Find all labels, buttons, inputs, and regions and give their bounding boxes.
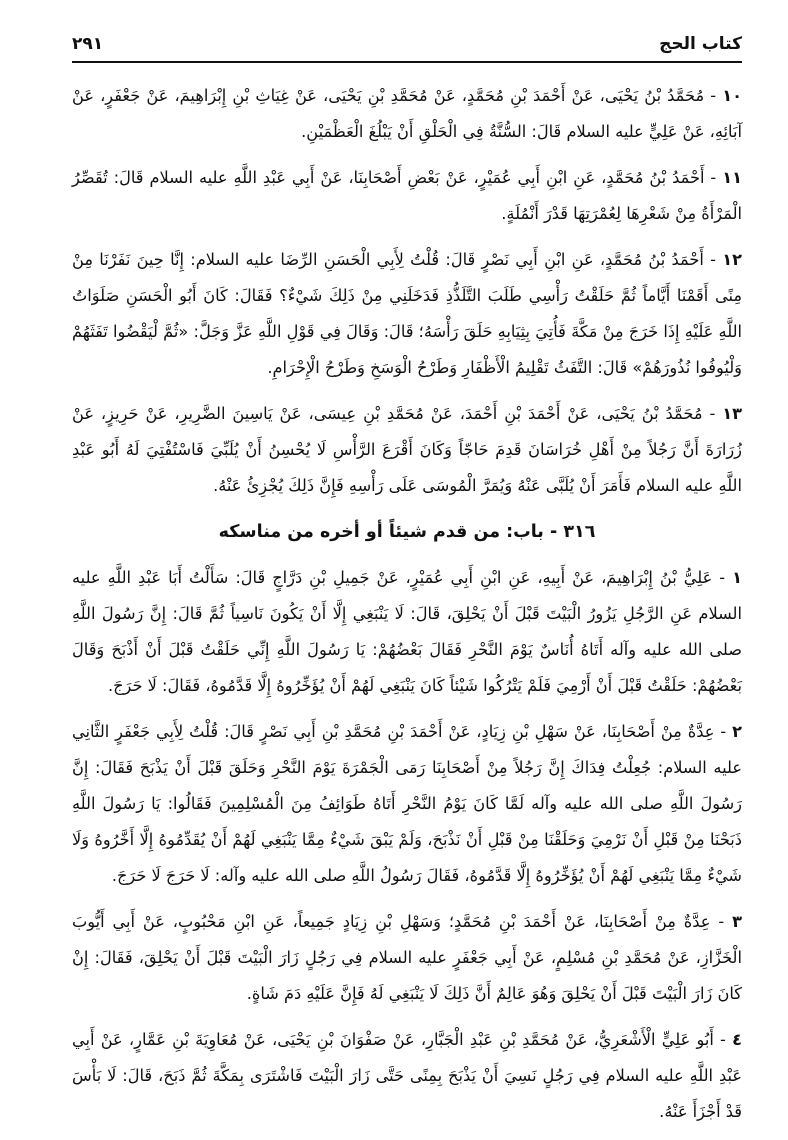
hadith-number: ١ [732,568,742,587]
hadith-text: أَبُو عَلِيٍّ الْأَشْعَرِيُّ، عَنْ مُحَمَّدِ بْنِ عَبْدِ الْجَبَّارِ، عَنْ صَفْوَانَ بْنِ يَحْيَى، عَنْ مُعَاوِيَةَ بْنِ عَمَّارٍ، عَنْ أَبِي عَبْدِ اللَّهِ عليه السلام فِي رَجُلٍ نَسِيَ أَنْ يَذْبَحَ بِمِنًى حَتَّى زَارَ الْبَيْتَ فَاشْتَرَى بِمَكَّةَ ثُمَّ ذَبَحَ، قَالَ: لَا بَأْسَ قَدْ أَجْزَأَ عَنْهُ. [72,1030,742,1121]
hadith-paragraph: ١٠ - مُحَمَّدُ بْنُ يَحْيَى، عَنْ أَحْمَدَ بْنِ مُحَمَّدٍ، عَنْ مُحَمَّدِ بْنِ يَحْيَى، عَنْ غِيَاثِ بْنِ إِبْرَاهِيمَ، عَنْ جَعْفَرٍ، عَنْ آبَائِهِ، عَنْ عَلِيٍّ عليه السلام قَالَ: السُّنَّةُ فِي الْحَلْقِ أَنْ يَبْلُغَ الْعَظْمَيْنِ. [72,86,742,141]
hadith-number: ٤ [732,1030,742,1049]
hadith-number: ١٠ [722,86,742,105]
hadith-text: عِدَّةٌ مِنْ أَصْحَابِنَا، عَنْ أَحْمَدَ بْنِ مُحَمَّدٍ؛ وَسَهْلِ بْنِ زِيَادٍ جَمِيعاً، عَنِ ابْنِ مَحْبُوبٍ، عَنْ أَبِي أَيُّوبَ الْخَزَّازِ، عَنْ مُحَمَّدِ بْنِ مُسْلِمٍ، عَنْ أَبِي جَعْفَرٍ عليه السلام فِي رَجُلٍ زَارَ الْبَيْتَ قَبْلَ أَنْ يَحْلِقَ، فَقَالَ: إِنْ كَانَ زَارَ الْبَيْتَ قَبْلَ أَنْ يَحْلِقَ وَهُوَ عَالِمٌ أَنَّ ذَلِكَ لَا يَنْبَغِي لَهُ فَإِنَّ عَلَيْهِ دَمَ شَاةٍ. [72,912,742,1003]
hadith-number: ١١ [722,168,742,187]
chapter-heading: ٣١٦ - باب: من قدم شيئاً أو أخره من مناسكه [218,522,596,542]
hadith-text: عَلِيُّ بْنُ إِبْرَاهِيمَ، عَنْ أَبِيهِ، عَنِ ابْنِ أَبِي عُمَيْرٍ، عَنْ جَمِيلِ بْنِ دَرَّاجٍ قَالَ: سَأَلْتُ أَبَا عَبْدِ اللَّهِ عليه السلام عَنِ الرَّجُلِ يَزُورُ الْبَيْتَ قَبْلَ أَنْ يَحْلِقَ، قَالَ: لَا يَنْبَغِي إِلَّا أَنْ يَكُونَ نَاسِياً ثُمَّ قَالَ: إِنَّ رَسُولَ اللَّهِ صلى الله عليه وآله أَتَاهُ أُنَاسٌ يَوْمَ النَّحْرِ فَقَالَ بَعْضُهُمْ: يَا رَسُولَ اللَّهِ إِنِّي حَلَقْتُ قَبْلَ أَنْ أَذْبَحَ وَقَالَ بَعْضُهُمْ: حَلَقْتُ قَبْلَ أَنْ أَرْمِيَ فَلَمْ يَتْرُكُوا شَيْئاً كَانَ يَنْبَغِي لَهُمْ أَنْ يُؤَخِّرُوهُ إِلَّا قَدَّمُوهُ، فَقَالَ: لَا حَرَجَ. [72,568,742,695]
hadith-number: ١٣ [722,404,742,423]
hadith-paragraph: ١ - عَلِيُّ بْنُ إِبْرَاهِيمَ، عَنْ أَبِيهِ، عَنِ ابْنِ أَبِي عُمَيْرٍ، عَنْ جَمِيلِ بْنِ دَرَّاجٍ قَالَ: سَأَلْتُ أَبَا عَبْدِ اللَّهِ عليه السلام عَنِ الرَّجُلِ يَزُورُ الْبَيْتَ قَبْلَ أَنْ يَحْلِقَ، قَالَ: لَا يَنْبَغِي إِلَّا أَنْ يَكُونَ نَاسِياً ثُمَّ قَالَ: إِنَّ رَسُولَ اللَّهِ صلى الله عليه وآله أَتَاهُ أُنَاسٌ يَوْمَ النَّحْرِ فَقَالَ بَعْضُهُمْ: يَا رَسُولَ اللَّهِ إِنِّي حَلَقْتُ قَبْلَ أَنْ أَذْبَحَ وَقَالَ بَعْضُهُمْ: حَلَقْتُ قَبْلَ أَنْ أَرْمِيَ فَلَمْ يَتْرُكُوا شَيْئاً كَانَ يَنْبَغِي لَهُمْ أَنْ يُؤَخِّرُوهُ إِلَّا قَدَّمُوهُ، فَقَالَ: لَا حَرَجَ. [72,568,742,695]
hadith-text: أَحْمَدُ بْنُ مُحَمَّدٍ، عَنِ ابْنِ أَبِي نَصْرٍ قَالَ: قُلْتُ لِأَبِي الْحَسَنِ الرِّضَا عليه السلام: إِنَّا حِينَ نَفَرْنَا مِنْ مِنًى أَقَمْنَا أَيَّاماً ثُمَّ حَلَقْتُ رَأْسِي طَلَبَ التَّلَذُّذِ فَدَخَلَنِي مِنْ ذَلِكَ شَيْءٌ؟ فَقَالَ: كَانَ أَبُو الْحَسَنِ صَلَوَاتُ اللَّهِ عَلَيْهِ إِذَا خَرَجَ مِنْ مَكَّةَ فَأُتِيَ بِثِيَابِهِ حَلَقَ رَأْسَهُ؛ قَالَ: وَقَالَ فِي قَوْلِ اللَّهِ عَزَّ وَجَلَّ: «ثُمَّ لْيَقْضُوا تَفَثَهُمْ وَلْيُوفُوا نُذُورَهُمْ» قَالَ: التَّفَثُ تَقْلِيمُ الْأَظْفَارِ وَطَرْحُ الْوَسَخِ وَطَرْحُ الْإِحْرَامِ. [72,250,742,377]
hadith-paragraph: ١٣ - مُحَمَّدُ بْنُ يَحْيَى، عَنْ أَحْمَدَ بْنِ أَحْمَدَ، عَنْ مُحَمَّدِ بْنِ عِيسَى، عَنْ يَاسِينَ الضَّرِيرِ، عَنْ حَرِيزٍ، عَنْ زُرَارَةَ أَنَّ رَجُلاً مِنْ أَهْلِ خُرَاسَانَ قَدِمَ حَاجّاً وَكَانَ أَقْرَعَ الرَّأْسِ لَا يُحْسِنُ أَنْ يُلَبِّيَ فَاسْتُفْتِيَ لَهُ أَبُو عَبْدِ اللَّهِ عليه السلام فَأَمَرَ أَنْ يُلَبَّى عَنْهُ وَيُمَرَّ الْمُوسَى عَلَى رَأْسِهِ فَإِنَّ ذَلِكَ يُجْزِئُ عَنْهُ. [72,404,742,495]
hadith-paragraph: ٤ - أَبُو عَلِيٍّ الْأَشْعَرِيُّ، عَنْ مُحَمَّدِ بْنِ عَبْدِ الْجَبَّارِ، عَنْ صَفْوَانَ بْنِ يَحْيَى، عَنْ مُعَاوِيَةَ بْنِ عَمَّارٍ، عَنْ أَبِي عَبْدِ اللَّهِ عليه السلام فِي رَجُلٍ نَسِيَ أَنْ يَذْبَحَ بِمِنًى حَتَّى زَارَ الْبَيْتَ فَاشْتَرَى بِمَكَّةَ ثُمَّ ذَبَحَ، قَالَ: لَا بَأْسَ قَدْ أَجْزَأَ عَنْهُ. [72,1030,742,1121]
hadith-text: مُحَمَّدُ بْنُ يَحْيَى، عَنْ أَحْمَدَ بْنِ أَحْمَدَ، عَنْ مُحَمَّدِ بْنِ عِيسَى، عَنْ يَاسِينَ الضَّرِيرِ، عَنْ حَرِيزٍ، عَنْ زُرَارَةَ أَنَّ رَجُلاً مِنْ أَهْلِ خُرَاسَانَ قَدِمَ حَاجّاً وَكَانَ أَقْرَعَ الرَّأْسِ لَا يُحْسِنُ أَنْ يُلَبِّيَ فَاسْتُفْتِيَ لَهُ أَبُو عَبْدِ اللَّهِ عليه السلام فَأَمَرَ أَنْ يُلَبَّى عَنْهُ وَيُمَرَّ الْمُوسَى عَلَى رَأْسِهِ فَإِنَّ ذَلِكَ يُجْزِئُ عَنْهُ. [72,404,742,495]
hadith-paragraph: ١٢ - أَحْمَدُ بْنُ مُحَمَّدٍ، عَنِ ابْنِ أَبِي نَصْرٍ قَالَ: قُلْتُ لِأَبِي الْحَسَنِ الرِّضَا عليه السلام: إِنَّا حِينَ نَفَرْنَا مِنْ مِنًى أَقَمْنَا أَيَّاماً ثُمَّ حَلَقْتُ رَأْسِي طَلَبَ التَّلَذُّذِ فَدَخَلَنِي مِنْ ذَلِكَ شَيْءٌ؟ فَقَالَ: كَانَ أَبُو الْحَسَنِ صَلَوَاتُ اللَّهِ عَلَيْهِ إِذَا خَرَجَ مِنْ مَكَّةَ فَأُتِيَ بِثِيَابِهِ حَلَقَ رَأْسَهُ؛ قَالَ: وَقَالَ فِي قَوْلِ اللَّهِ عَزَّ وَجَلَّ: «ثُمَّ لْيَقْضُوا تَفَثَهُمْ وَلْيُوفُوا نُذُورَهُمْ» قَالَ: التَّفَثُ تَقْلِيمُ الْأَظْفَارِ وَطَرْحُ الْوَسَخِ وَطَرْحُ الْإِحْرَامِ. [72,250,742,377]
paragraph-group-bottom [72,560,742,1130]
paragraph-group-top [72,78,742,504]
hadith-number: ٢ [732,722,742,741]
hadith-paragraph: ١١ - أَحْمَدُ بْنُ مُحَمَّدٍ، عَنِ ابْنِ أَبِي عُمَيْرٍ، عَنْ بَعْضِ أَصْحَابِنَا، عَنْ أَبِي عَبْدِ اللَّهِ عليه السلام قَالَ: تُقَصِّرُ الْمَرْأَةُ مِنْ شَعْرِهَا لِعُمْرَتِهَا قَدْرَ أَنْمُلَةٍ. [72,168,742,223]
hadith-paragraph: ٢ - عِدَّةٌ مِنْ أَصْحَابِنَا، عَنْ سَهْلِ بْنِ زِيَادٍ، عَنْ أَحْمَدَ بْنِ مُحَمَّدِ بْنِ أَبِي نَصْرٍ قَالَ: قُلْتُ لِأَبِي جَعْفَرٍ الثَّانِي عليه السلام: جُعِلْتُ فِدَاكَ إِنَّ رَجُلاً مِنْ أَصْحَابِنَا رَمَى الْجَمْرَةَ يَوْمَ النَّحْرِ وَحَلَقَ قَبْلَ أَنْ يَذْبَحَ فَقَالَ: إِنَّ رَسُولَ اللَّهِ صلى الله عليه وآله لَمَّا كَانَ يَوْمُ النَّحْرِ أَتَاهُ طَوَائِفُ مِنَ الْمُسْلِمِينَ فَقَالُوا: يَا رَسُولَ اللَّهِ ذَبَحْنَا مِنْ قَبْلِ أَنْ نَرْمِيَ وَحَلَقْنَا مِنْ قَبْلِ أَنْ نَذْبَحَ، وَلَمْ يَبْقَ شَيْءٌ مِمَّا يَنْبَغِي لَهُمْ أَنْ يُقَدِّمُوهُ إِلَّا أَخَّرُوهُ وَلَا شَيْءٌ مِمَّا يَنْبَغِي لَهُمْ أَنْ يُؤَخِّرُوهُ إِلَّا قَدَّمُوهُ، فَقَالَ رَسُولُ اللَّهِ صلى الله عليه وآله: لَا حَرَجَ لَا حَرَجَ. [72,722,742,885]
header-rule [72,61,742,63]
hadith-text: مُحَمَّدُ بْنُ يَحْيَى، عَنْ أَحْمَدَ بْنِ مُحَمَّدٍ، عَنْ مُحَمَّدِ بْنِ يَحْيَى، عَنْ غِيَاثِ بْنِ إِبْرَاهِيمَ، عَنْ جَعْفَرٍ، عَنْ آبَائِهِ، عَنْ عَلِيٍّ عليه السلام قَالَ: السُّنَّةُ فِي الْحَلْقِ أَنْ يَبْلُغَ الْعَظْمَيْنِ. [72,86,742,141]
running-header [72,34,742,60]
hadith-text: أَحْمَدُ بْنُ مُحَمَّدٍ، عَنِ ابْنِ أَبِي عُمَيْرٍ، عَنْ بَعْضِ أَصْحَابِنَا، عَنْ أَبِي عَبْدِ اللَّهِ عليه السلام قَالَ: تُقَصِّرُ الْمَرْأَةُ مِنْ شَعْرِهَا لِعُمْرَتِهَا قَدْرَ أَنْمُلَةٍ. [72,168,742,223]
book-title: كتاب الحج [659,34,742,54]
page-body [72,78,742,1140]
hadith-text: عِدَّةٌ مِنْ أَصْحَابِنَا، عَنْ سَهْلِ بْنِ زِيَادٍ، عَنْ أَحْمَدَ بْنِ مُحَمَّدِ بْنِ أَبِي نَصْرٍ قَالَ: قُلْتُ لِأَبِي جَعْفَرٍ الثَّانِي عليه السلام: جُعِلْتُ فِدَاكَ إِنَّ رَجُلاً مِنْ أَصْحَابِنَا رَمَى الْجَمْرَةَ يَوْمَ النَّحْرِ وَحَلَقَ قَبْلَ أَنْ يَذْبَحَ فَقَالَ: إِنَّ رَسُولَ اللَّهِ صلى الله عليه وآله لَمَّا كَانَ يَوْمُ النَّحْرِ أَتَاهُ طَوَائِفُ مِنَ الْمُسْلِمِينَ فَقَالُوا: يَا رَسُولَ اللَّهِ ذَبَحْنَا مِنْ قَبْلِ أَنْ نَرْمِيَ وَحَلَقْنَا مِنْ قَبْلِ أَنْ نَذْبَحَ، وَلَمْ يَبْقَ شَيْءٌ مِمَّا يَنْبَغِي لَهُمْ أَنْ يُقَدِّمُوهُ إِلَّا أَخَّرُوهُ وَلَا شَيْءٌ مِمَّا يَنْبَغِي لَهُمْ أَنْ يُؤَخِّرُوهُ إِلَّا قَدَّمُوهُ، فَقَالَ رَسُولُ اللَّهِ صلى الله عليه وآله: لَا حَرَجَ لَا حَرَجَ. [72,722,742,885]
hadith-paragraph: ٣ - عِدَّةٌ مِنْ أَصْحَابِنَا، عَنْ أَحْمَدَ بْنِ مُحَمَّدٍ؛ وَسَهْلِ بْنِ زِيَادٍ جَمِيعاً، عَنِ ابْنِ مَحْبُوبٍ، عَنْ أَبِي أَيُّوبَ الْخَزَّازِ، عَنْ مُحَمَّدِ بْنِ مُسْلِمٍ، عَنْ أَبِي جَعْفَرٍ عليه السلام فِي رَجُلٍ زَارَ الْبَيْتَ قَبْلَ أَنْ يَحْلِقَ، فَقَالَ: إِنْ كَانَ زَارَ الْبَيْتَ قَبْلَ أَنْ يَحْلِقَ وَهُوَ عَالِمٌ أَنَّ ذَلِكَ لَا يَنْبَغِي لَهُ فَإِنَّ عَلَيْهِ دَمَ شَاةٍ. [72,912,742,1003]
hadith-number: ١٢ [722,250,742,269]
hadith-number: ٣ [732,912,742,931]
page-number: ٢٩١ [72,34,104,54]
